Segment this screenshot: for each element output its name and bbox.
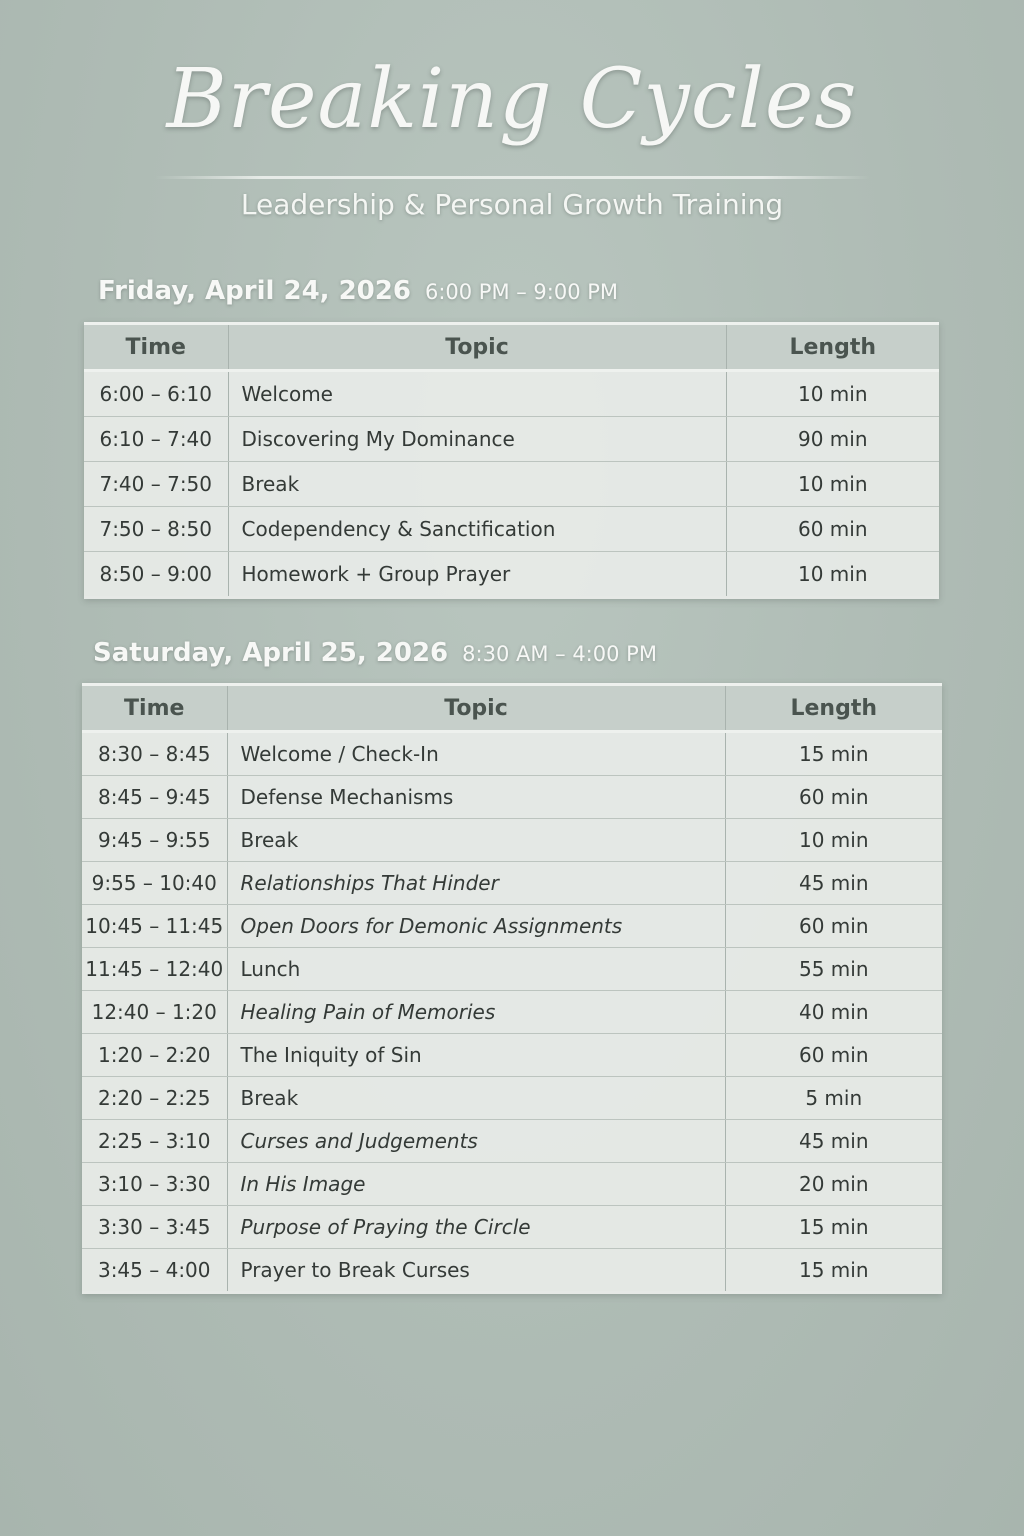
friday-date: Friday, April 24, 2026 xyxy=(98,276,411,306)
page-subtitle: Leadership & Personal Growth Training xyxy=(240,188,784,221)
length-cell: 10 min xyxy=(725,819,942,862)
table-row xyxy=(82,732,942,776)
topic-cell: Healing Pain of Memories xyxy=(227,991,725,1034)
time-cell: 6:10 – 7:40 xyxy=(84,417,228,462)
length-cell: 20 min xyxy=(725,1163,942,1206)
length-cell: 55 min xyxy=(725,948,942,991)
topic-cell: Relationships That Hinder xyxy=(227,862,725,905)
topic-cell: Codependency & Sanctification xyxy=(228,507,726,552)
time-cell: 7:50 – 8:50 xyxy=(84,507,228,552)
column-header-length: Length xyxy=(725,685,942,732)
length-cell: 60 min xyxy=(725,1034,942,1077)
table-row xyxy=(82,991,942,1034)
length-cell: 10 min xyxy=(726,462,939,507)
table-header-row xyxy=(82,685,942,732)
time-cell: 8:45 – 9:45 xyxy=(82,776,227,819)
friday-schedule-table xyxy=(84,322,939,599)
table-row xyxy=(82,1249,942,1293)
table-row xyxy=(82,1163,942,1206)
topic-cell: Open Doors for Demonic Assignments xyxy=(227,905,725,948)
topic-cell: Break xyxy=(227,819,725,862)
saturday-schedule-table xyxy=(82,683,942,1294)
column-header-topic: Topic xyxy=(228,324,726,371)
column-header-topic: Topic xyxy=(227,685,725,732)
topic-cell: Lunch xyxy=(227,948,725,991)
table-row xyxy=(82,1034,942,1077)
time-cell: 11:45 – 12:40 xyxy=(82,948,227,991)
length-cell: 10 min xyxy=(726,371,939,417)
topic-cell: Welcome xyxy=(228,371,726,417)
length-cell: 10 min xyxy=(797,562,868,586)
table-row xyxy=(82,1120,942,1163)
topic-cell: Welcome / Check-In xyxy=(227,732,725,776)
friday-schedule-rows xyxy=(84,371,939,598)
table-row xyxy=(84,371,939,417)
column-header-time: Time xyxy=(84,324,228,371)
length-cell: 15 min xyxy=(798,1258,869,1282)
time-cell: 3:10 – 3:30 xyxy=(82,1163,227,1206)
topic-cell: Prayer to Break Curses xyxy=(227,1249,725,1293)
length-cell: 15 min xyxy=(725,1206,942,1249)
length-cell: 90 min xyxy=(726,417,939,462)
saturday-hours: 8:30 AM – 4:00 PM xyxy=(462,642,657,666)
time-cell: 2:20 – 2:25 xyxy=(82,1077,227,1120)
column-header-time: Time xyxy=(82,685,227,732)
table-row xyxy=(82,905,942,948)
length-cell: 45 min xyxy=(725,1120,942,1163)
length-cell: 45 min xyxy=(725,862,942,905)
time-cell: 8:50 – 9:00 xyxy=(84,552,228,598)
time-cell: 9:45 – 9:55 xyxy=(82,819,227,862)
table-row xyxy=(82,819,942,862)
table-row xyxy=(82,1077,942,1120)
topic-cell: Break xyxy=(227,1077,725,1120)
length-cell: 5 min xyxy=(725,1077,942,1120)
table-row xyxy=(82,776,942,819)
saturday-date: Saturday, April 25, 2026 xyxy=(93,638,449,668)
time-cell: 3:30 – 3:45 xyxy=(82,1206,227,1249)
friday-hours: 6:00 PM – 9:00 PM xyxy=(424,280,619,304)
table-row xyxy=(84,462,939,507)
topic-cell: In His Image xyxy=(227,1163,725,1206)
time-cell: 3:45 – 4:00 xyxy=(82,1249,227,1293)
time-cell: 10:45 – 11:45 xyxy=(82,905,227,948)
friday-heading xyxy=(98,276,618,306)
time-cell: 9:55 – 10:40 xyxy=(82,862,227,905)
table-row xyxy=(82,862,942,905)
table-row xyxy=(82,1206,942,1249)
topic-cell: Defense Mechanisms xyxy=(227,776,725,819)
topic-cell: Purpose of Praying the Circle xyxy=(227,1206,725,1249)
table-row xyxy=(82,948,942,991)
table-row xyxy=(84,417,939,462)
table-row xyxy=(84,507,939,552)
length-cell: 60 min xyxy=(725,776,942,819)
page-title: Breaking Cycles xyxy=(166,52,858,147)
topic-cell: Curses and Judgements xyxy=(227,1120,725,1163)
table-row xyxy=(84,552,939,598)
saturday-schedule-rows xyxy=(82,732,942,1293)
title-divider xyxy=(155,176,870,179)
time-cell: 2:25 – 3:10 xyxy=(82,1120,227,1163)
time-cell: 6:00 – 6:10 xyxy=(84,371,228,417)
topic-cell: Break xyxy=(228,462,726,507)
length-cell: 60 min xyxy=(725,905,942,948)
time-cell: 12:40 – 1:20 xyxy=(82,991,227,1034)
time-cell: 1:20 – 2:20 xyxy=(82,1034,227,1077)
length-cell: 40 min xyxy=(725,991,942,1034)
saturday-heading xyxy=(93,638,657,668)
topic-cell: Discovering My Dominance xyxy=(228,417,726,462)
topic-cell: The Iniquity of Sin xyxy=(227,1034,725,1077)
time-cell: 8:30 – 8:45 xyxy=(82,732,227,776)
table-header-row xyxy=(84,324,939,371)
length-cell: 15 min xyxy=(725,732,942,776)
topic-cell: Homework + Group Prayer xyxy=(228,552,726,598)
time-cell: 7:40 – 7:50 xyxy=(84,462,228,507)
column-header-length: Length xyxy=(726,324,939,371)
length-cell: 60 min xyxy=(726,507,939,552)
